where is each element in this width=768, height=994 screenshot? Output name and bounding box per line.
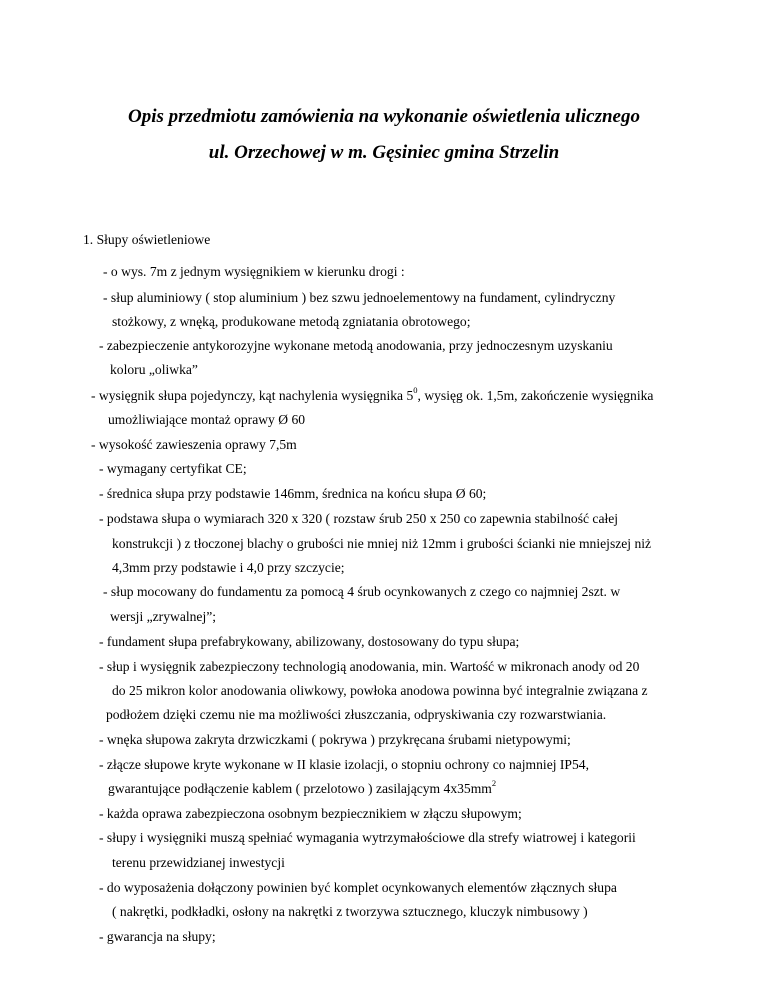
spec-line: - wysokość zawieszenia oprawy 7,5m <box>91 437 297 452</box>
spec-line: - gwarancja na słupy; <box>99 929 216 944</box>
spec-line: stożkowy, z wnęką, produkowane metodą zgniatania obrotowego; <box>112 314 471 329</box>
spec-line <box>91 385 654 404</box>
spec-line: ( nakrętki, podkładki, osłony na nakrętki z tworzywa sztucznego, kluczyk nimbusowy ) <box>112 904 588 919</box>
spec-line: - wymagany certyfikat CE; <box>99 461 247 476</box>
spec-line: do 25 mikron kolor anodowania oliwkowy, powłoka anodowa powinna być integralnie związana z <box>112 683 648 698</box>
spec-line: - słup i wysięgnik zabezpieczony technologią anodowania, min. Wartość w mikronach anody od 20 <box>99 659 640 674</box>
spec-line: - zabezpieczenie antykorozyjne wykonane metodą anodowania, przy jednoczesnym uzyskaniu <box>99 338 613 353</box>
spec-line-text: , wysięg ok. 1,5m, zakończenie wysięgnika <box>417 388 654 403</box>
spec-line: - fundament słupa prefabrykowany, abilizowany, dostosowany do typu słupa; <box>99 634 520 649</box>
section-heading: 1. Słupy oświetleniowe <box>83 232 211 247</box>
spec-line: umożliwiające montaż oprawy Ø 60 <box>108 412 306 427</box>
spec-line: - wnęka słupowa zakryta drzwiczkami ( pokrywa ) przykręcana śrubami nietypowymi; <box>99 732 571 747</box>
spec-line: - do wyposażenia dołączony powinien być komplet ocynkowanych elementów złącznych słupa <box>99 880 617 895</box>
spec-line: - słupy i wysięgniki muszą spełniać wymagania wytrzymałościowe dla strefy wiatrowej i kategorii <box>99 830 636 845</box>
spec-line: - podstawa słupa o wymiarach 320 x 320 ( rozstaw śrub 250 x 250 co zapewnia stabilność całej <box>99 511 619 526</box>
document-title-line-2: ul. Orzechowej w m. Gęsiniec gmina Strzelin <box>208 142 560 163</box>
spec-line: 4,3mm przy podstawie i 4,0 przy szczycie; <box>112 560 345 575</box>
spec-line-text: - wysięgnik słupa pojedynczy, kąt nachylenia wysięgnika 5 <box>91 388 414 403</box>
spec-line: podłożem dzięki czemu nie ma możliwości złuszczania, odpryskiwania czy rozwarstwiania. <box>106 707 607 722</box>
spec-line-text: gwarantujące podłączenie kablem ( przelotowo ) zasilającym 4x35mm <box>108 781 492 796</box>
spec-line: wersji „zrywalnej”; <box>110 609 217 624</box>
spec-line: konstrukcji ) z tłoczonej blachy o grubości nie mniej niż 12mm i grubości ścianki nie mniejszej niż <box>112 536 652 551</box>
spec-line: - średnica słupa przy podstawie 146mm, średnica na końcu słupa Ø 60; <box>99 486 487 501</box>
degree-superscript: 0 <box>413 385 418 396</box>
spec-line: - słup mocowany do fundamentu za pomocą 4 śrub ocynkowanych z czego co najmniej 2szt. w <box>103 584 621 599</box>
spec-line: terenu przewidzianej inwestycji <box>112 855 285 870</box>
squared-superscript: 2 <box>491 778 497 789</box>
document-title-line-1: Opis przedmiotu zamówienia na wykonanie oświetlenia ulicznego <box>127 106 640 127</box>
spec-line: - o wys. 7m z jednym wysięgnikiem w kierunku drogi : <box>103 264 405 279</box>
spec-line: - każda oprawa zabezpieczona osobnym bezpiecznikiem w złączu słupowym; <box>99 806 522 821</box>
spec-line: - słup aluminiowy ( stop aluminium ) bez szwu jednoelementowy na fundament, cylindryczny <box>103 290 616 305</box>
spec-line: koloru „oliwka” <box>110 362 198 377</box>
spec-line <box>108 778 497 797</box>
spec-line: - złącze słupowe kryte wykonane w II klasie izolacji, o stopniu ochrony co najmniej IP54, <box>99 757 589 772</box>
